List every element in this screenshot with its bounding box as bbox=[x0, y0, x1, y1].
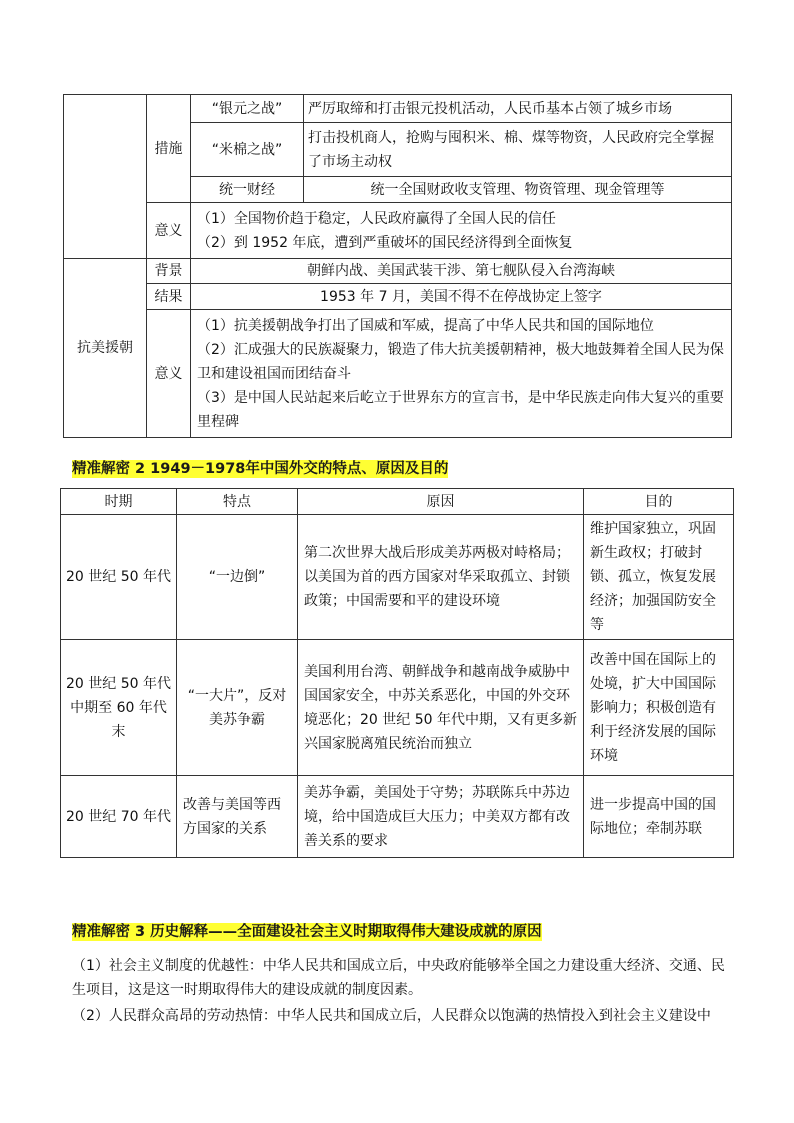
significance-item: （1）全国物价趋于稳定，人民政府赢得了全国人民的信任 bbox=[197, 210, 556, 227]
result-label: 结果 bbox=[147, 284, 191, 310]
kangmei-significance-label: 意义 bbox=[147, 310, 191, 438]
header-period: 时期 bbox=[61, 489, 177, 515]
significance-label: 意义 bbox=[147, 203, 191, 259]
section-heading-3 bbox=[72, 921, 542, 943]
background-label: 背景 bbox=[147, 259, 191, 284]
paragraph-1: （1）社会主义制度的优越性：中华人民共和国成立后，中央政府能够举全国之力建设重大经济、交通、民生项目，这是这一时期取得伟大的建设成就的制度因素。 bbox=[72, 958, 725, 998]
feature-cell: 改善与美国等西方国家的关系 bbox=[177, 776, 298, 858]
diplomacy-table bbox=[60, 488, 734, 858]
kangmei-significance-cell bbox=[191, 310, 732, 438]
goal-cell: 进一步提高中国的国际地位；牵制苏联 bbox=[584, 776, 734, 858]
blank-category-cell bbox=[64, 95, 147, 259]
header-feature: 特点 bbox=[177, 489, 298, 515]
kangmei-significance-item: （2）汇成强大的民族凝聚力，锻造了伟大抗美援朝精神，极大地鼓舞着全国人民为保卫和建设祖国而团结奋斗 bbox=[197, 341, 724, 382]
economy-recovery-table bbox=[63, 94, 732, 438]
heading-highlight: 精准解密 2 1949－1978 bbox=[72, 461, 246, 477]
feature-cell: “一边倒” bbox=[177, 515, 298, 640]
feature-cell: “一大片”，反对美苏争霸 bbox=[177, 640, 298, 776]
measure-desc: 严厉取缔和打击银元投机活动，人民币基本占领了城乡市场 bbox=[304, 95, 732, 123]
heading-rest: 年中国外交的特点、原因及目的 bbox=[245, 461, 449, 477]
reason-cell: 第二次世界大战后形成美苏两极对峙格局；以美国为首的西方国家对华采取孤立、封锁政策；中国需要和平的建设环境 bbox=[298, 515, 584, 640]
measures-label: 措施 bbox=[147, 95, 191, 203]
kangmei-significance-item: （3）是中国人民站起来后屹立于世界东方的宣言书，是中华民族走向伟大复兴的重要里程碑 bbox=[197, 389, 724, 430]
period-cell: 20 世纪 50 年代中期至 60 年代末 bbox=[61, 640, 177, 776]
section-heading-2 bbox=[72, 458, 448, 480]
measure-name: “银元之战” bbox=[191, 95, 304, 123]
measure-desc: 打击投机商人，抢购与囤积米、棉、煤等物资，人民政府完全掌握了市场主动权 bbox=[304, 123, 732, 177]
table-row bbox=[61, 640, 734, 776]
table-row bbox=[61, 776, 734, 858]
period-cell: 20 世纪 50 年代 bbox=[61, 515, 177, 640]
header-goal: 目的 bbox=[584, 489, 734, 515]
goal-cell: 改善中国在国际上的处境，扩大中国国际影响力；积极创造有利于经济发展的国际环境 bbox=[584, 640, 734, 776]
table-row bbox=[61, 515, 734, 640]
kangmei-significance-item: （1）抗美援朝战争打出了国威和军威，提高了中华人民共和国的国际地位 bbox=[197, 317, 654, 334]
reason-cell: 美国利用台湾、朝鲜战争和越南战争威胁中国国家安全，中苏关系恶化，中国的外交环境恶化；20 世纪 50 年代中期，又有更多新兴国家脱离殖民统治而独立 bbox=[298, 640, 584, 776]
heading-highlight: 精准解密 3 历史解释——全面建设社会主义时期取得伟大建设成就的原因 bbox=[72, 924, 542, 940]
paragraph-2: （2）人民群众高昂的劳动热情：中华人民共和国成立后，人民群众以饱满的热情投入到社会主义建设中 bbox=[72, 1008, 711, 1024]
header-reason: 原因 bbox=[298, 489, 584, 515]
period-cell: 20 世纪 70 年代 bbox=[61, 776, 177, 858]
measure-name: “米棉之战” bbox=[191, 123, 304, 177]
background-text: 朝鲜内战、美国武装干涉、第七舰队侵入台湾海峡 bbox=[191, 259, 732, 284]
goal-cell: 维护国家独立，巩固新生政权；打破封锁、孤立，恢复发展经济；加强国防安全等 bbox=[584, 515, 734, 640]
measure-desc: 统一全国财政收支管理、物资管理、现金管理等 bbox=[304, 177, 732, 203]
kangmei-title: 抗美援朝 bbox=[64, 259, 147, 438]
significance-cell bbox=[191, 203, 732, 259]
significance-item: （2）到 1952 年底，遭到严重破坏的国民经济得到全面恢复 bbox=[197, 234, 573, 251]
measure-name: 统一财经 bbox=[191, 177, 304, 203]
reason-cell: 美苏争霸，美国处于守势；苏联陈兵中苏边境，给中国造成巨大压力；中美双方都有改善关系的要求 bbox=[298, 776, 584, 858]
result-text: 1953 年 7 月，美国不得不在停战协定上签字 bbox=[191, 284, 732, 310]
